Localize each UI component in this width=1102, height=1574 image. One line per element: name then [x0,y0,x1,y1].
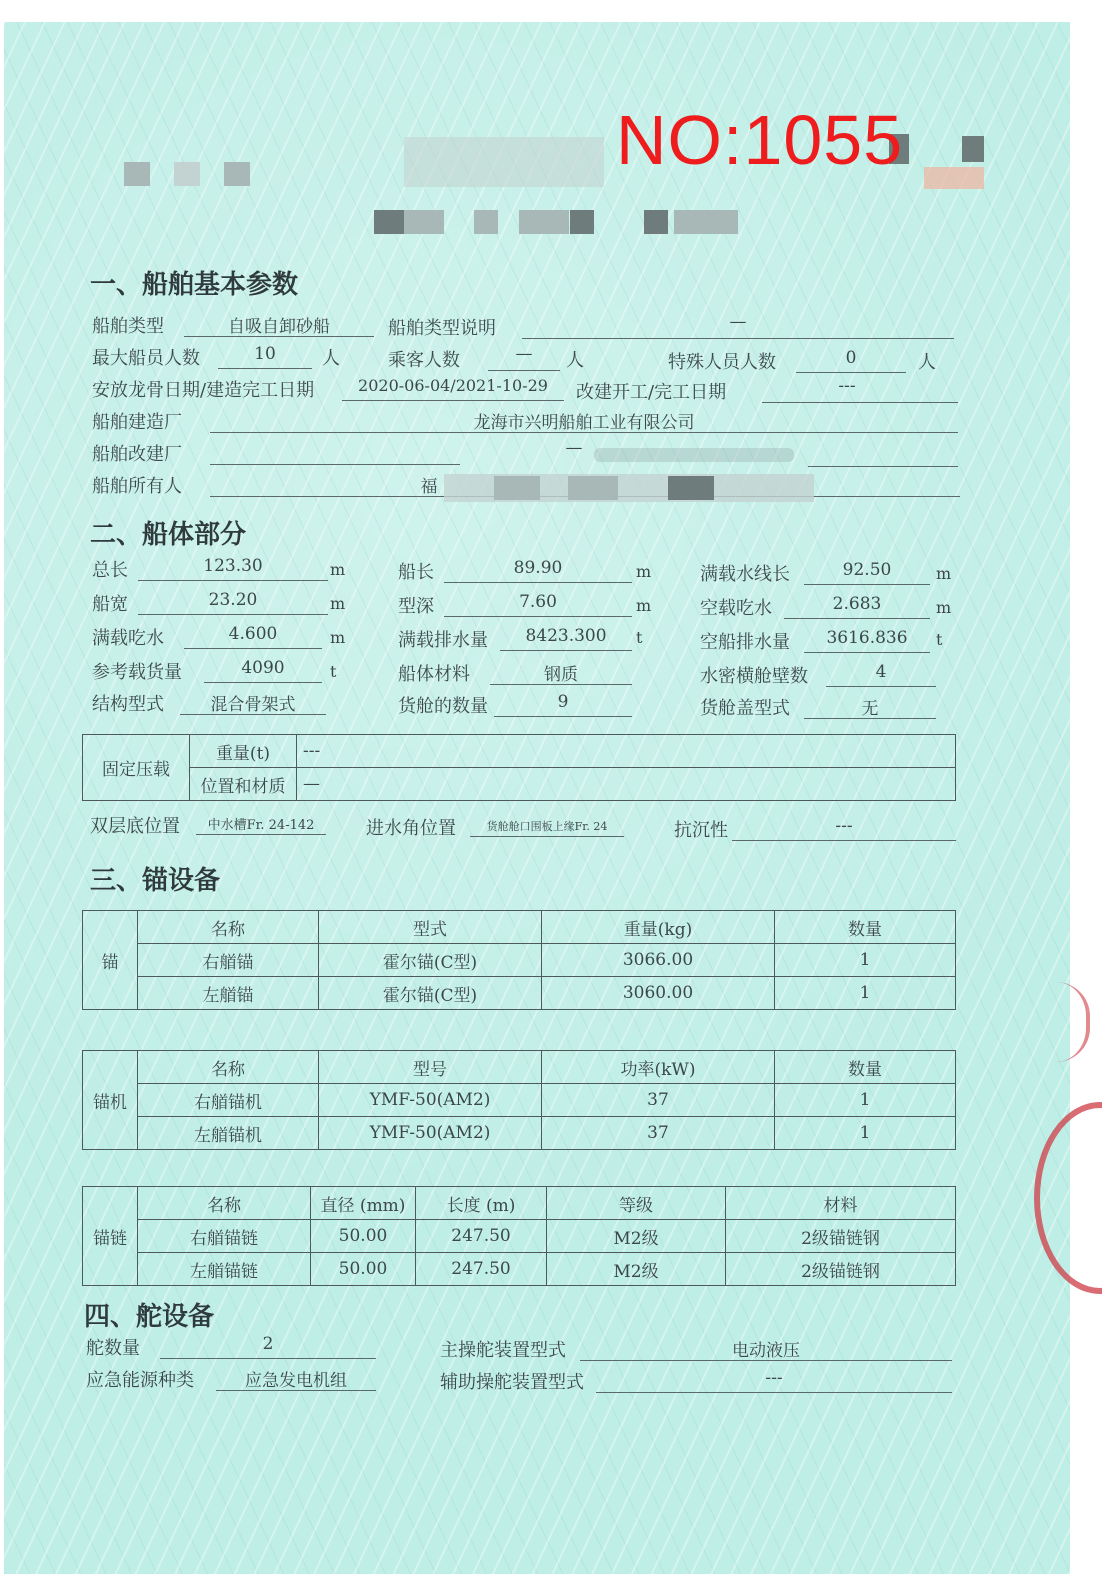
underline [826,686,936,687]
keel-date-label: 安放龙骨日期/建造完工日期 [92,380,315,401]
double-bottom-value: 中水槽Fr. 24-142 [207,818,315,833]
redacted-block [224,162,250,186]
underline [138,580,328,581]
windlass-cell: 左艏锚机 [138,1117,319,1150]
underline [522,338,954,339]
anchor-header: 名称 [138,911,319,944]
redacted-block [174,162,200,186]
underline [596,1392,952,1393]
windlass-group-label: 锚机 [83,1051,138,1150]
length-label: 船长 [398,562,434,583]
unsinkability-value: --- [835,816,853,836]
chain-header: 材料 [726,1187,956,1220]
flood-angle-label: 进水角位置 [366,818,456,839]
windlass-cell: YMF-50(AM2) [319,1084,542,1117]
underline [184,648,322,649]
depth-value: 7.60 [519,592,557,612]
person-unit: 人 [566,350,584,371]
chain-cell: 左艏锚链 [138,1253,311,1286]
chain-group-label: 锚链 [83,1187,138,1286]
unit-t: t [636,628,643,647]
person-unit: 人 [918,352,936,373]
unit-m: m [936,564,952,583]
hull-material-value: 钢质 [544,665,578,685]
anchor-cell: 3060.00 [542,977,775,1010]
red-seal-stamp [1034,1102,1102,1294]
hull-material-label: 船体材料 [398,664,470,685]
section-title-basic-params: 一、船舶基本参数 [90,270,299,300]
redacted-block [519,210,569,234]
structure-value: 混合骨架式 [210,695,296,715]
main-steering-value: 电动液压 [732,1341,800,1361]
anchor-cell: 1 [775,977,956,1010]
reference-cargo-value: 4090 [241,658,285,678]
waterline-value: 92.50 [842,560,892,580]
underline [196,834,326,835]
ship-type-value: 自吸自卸砂船 [228,317,330,337]
chain-cell: 50.00 [311,1253,416,1286]
ship-type-label: 船舶类型 [92,316,164,337]
anchor-cell: 霍尔锚(C型) [319,977,542,1010]
bulkheads-value: 4 [875,662,887,682]
ship-type-desc-label: 船舶类型说明 [388,318,496,339]
depth-label: 型深 [398,596,434,617]
redacted-block [374,210,404,234]
underline [796,372,906,373]
unit-m: m [636,596,652,615]
modification-date-value: --- [838,376,856,396]
rudder-count-value: 2 [262,1334,274,1354]
unsinkability-label: 抗沉性 [674,820,728,841]
unit-m: m [636,562,652,581]
table-row [83,1117,956,1150]
holds-value: 9 [557,692,569,712]
ballast-table [82,734,956,801]
passengers-label: 乘客人数 [388,350,460,371]
hatch-value: 无 [861,699,879,719]
underline [210,464,460,465]
underline [488,370,560,371]
underline [342,400,564,401]
full-draft-value: 4.600 [228,624,278,644]
underline [500,650,632,651]
special-label: 特殊人员人数 [668,352,776,373]
redacted-block [404,210,444,234]
windlass-header: 数量 [775,1051,956,1084]
anchor-table [82,910,956,1010]
full-displacement-label: 满载排水量 [398,630,488,651]
windlass-table [82,1050,956,1150]
chain-cell: 右艏锚链 [138,1220,311,1253]
anchor-group-label: 锚 [83,911,138,1010]
breadth-label: 船宽 [92,594,128,615]
underline [808,466,958,467]
anchor-header: 型式 [319,911,542,944]
redacted-block [674,210,738,234]
length-value: 89.90 [513,558,563,578]
chain-header: 长度 (m) [416,1187,547,1220]
underline [494,716,632,717]
full-draft-label: 满载吃水 [92,628,164,649]
redacted-block [494,476,540,500]
chain-cell: 247.50 [416,1253,547,1286]
windlass-cell: 右艏锚机 [138,1084,319,1117]
waterline-label: 满载水线长 [700,564,790,585]
underline [762,402,958,403]
windlass-cell: 37 [542,1117,775,1150]
redacted-block [668,476,714,500]
double-bottom-label: 双层底位置 [90,816,180,837]
keel-date-value: 2020-06-04/2021-10-29 [358,376,548,395]
redacted-block [474,210,498,234]
ship-type-desc-value: — [729,312,747,332]
windlass-cell: 1 [775,1117,956,1150]
ballast-position-label: 位置和材质 [190,768,297,801]
underline [138,614,328,615]
rebuilder-value: — [565,438,583,458]
redacted-block [924,167,984,189]
table-row [83,1253,956,1286]
underline [804,652,930,653]
chain-cell: 247.50 [416,1220,547,1253]
length-overall-label: 总长 [92,560,128,581]
unit-t: t [936,630,943,649]
chain-header: 等级 [547,1187,726,1220]
windlass-cell: 1 [775,1084,956,1117]
light-draft-label: 空载吃水 [700,598,772,619]
holds-label: 货舱的数量 [398,696,488,717]
chain-cell: M2级 [547,1253,726,1286]
redacted-block [594,448,794,462]
section-title-rudder: 四、舵设备 [84,1302,215,1332]
ballast-weight-value: --- [297,735,956,768]
unit-m: m [330,628,346,647]
windlass-cell: YMF-50(AM2) [319,1117,542,1150]
section-title-anchor: 三、锚设备 [90,866,221,896]
underline [160,1358,376,1359]
chain-cell: 2级锚链钢 [726,1220,956,1253]
unit-t: t [330,662,337,681]
redacted-block [962,136,984,162]
chain-header: 名称 [138,1187,311,1220]
anchor-header: 数量 [775,911,956,944]
certificate-page [4,22,1070,1574]
table-row [83,1220,956,1253]
underline [732,840,956,841]
windlass-header: 功率(kW) [542,1051,775,1084]
builder-value: 龙海市兴明船舶工业有限公司 [473,413,695,433]
chain-cell: M2级 [547,1220,726,1253]
anchor-cell: 3066.00 [542,944,775,977]
unit-m: m [330,594,346,613]
windlass-cell: 37 [542,1084,775,1117]
owner-label: 船舶所有人 [92,476,182,497]
redacted-block [568,476,618,500]
structure-label: 结构型式 [92,694,164,715]
special-value: 0 [845,348,857,368]
max-crew-value: 10 [254,344,276,364]
aux-steering-value: --- [765,1368,783,1388]
breadth-value: 23.20 [208,590,258,610]
light-displacement-value: 3616.836 [826,628,908,648]
unit-m: m [936,598,952,617]
flood-angle-value: 货舱舱口围板上缘Fr. 24 [486,820,608,833]
underline [444,616,632,617]
redacted-block [404,137,604,187]
chain-header: 直径 (mm) [311,1187,416,1220]
table-row [83,944,956,977]
light-displacement-label: 空船排水量 [700,632,790,653]
full-displacement-value: 8423.300 [525,626,607,646]
anchor-cell: 左艏锚 [138,977,319,1010]
reference-cargo-label: 参考载货量 [92,662,182,683]
light-draft-value: 2.683 [832,594,882,614]
underline [218,368,312,369]
table-row [83,1084,956,1117]
rebuilder-label: 船舶改建厂 [92,444,182,465]
bulkheads-label: 水密横舱壁数 [700,666,808,687]
windlass-header: 名称 [138,1051,319,1084]
anchor-cell: 1 [775,944,956,977]
emergency-power-value: 应急发电机组 [245,1371,347,1391]
underline [804,584,930,585]
underline [444,582,632,583]
redacted-block [570,210,594,234]
passengers-value: — [515,344,533,364]
chain-cell: 50.00 [311,1220,416,1253]
red-seal-fragment [1056,982,1090,1062]
owner-value: 福 [420,477,438,497]
windlass-header: 型号 [319,1051,542,1084]
redacted-block [124,162,150,186]
anchor-header: 重量(kg) [542,911,775,944]
unit-m: m [330,560,346,579]
certificate-number: NO:1055 [616,101,904,179]
main-steering-label: 主操舵装置型式 [440,1340,566,1361]
hatch-label: 货舱盖型式 [700,698,790,719]
underline [784,618,930,619]
length-overall-value: 123.30 [203,556,263,576]
redacted-block [644,210,668,234]
ballast-group-label: 固定压载 [83,735,190,801]
table-row [83,977,956,1010]
modification-date-label: 改建开工/完工日期 [576,382,727,403]
person-unit: 人 [322,348,340,369]
builder-label: 船舶建造厂 [92,412,182,433]
max-crew-label: 最大船员人数 [92,348,200,369]
rudder-count-label: 舵数量 [86,1338,140,1359]
underline [470,836,624,837]
section-title-hull: 二、船体部分 [90,520,247,550]
anchor-cell: 右艏锚 [138,944,319,977]
chain-cell: 2级锚链钢 [726,1253,956,1286]
chain-table [82,1186,956,1286]
aux-steering-label: 辅助操舵装置型式 [440,1372,584,1393]
anchor-cell: 霍尔锚(C型) [319,944,542,977]
ballast-position-value: — [297,768,956,801]
underline [204,682,322,683]
ballast-weight-label: 重量(t) [190,735,297,768]
emergency-power-label: 应急能源种类 [86,1370,194,1391]
